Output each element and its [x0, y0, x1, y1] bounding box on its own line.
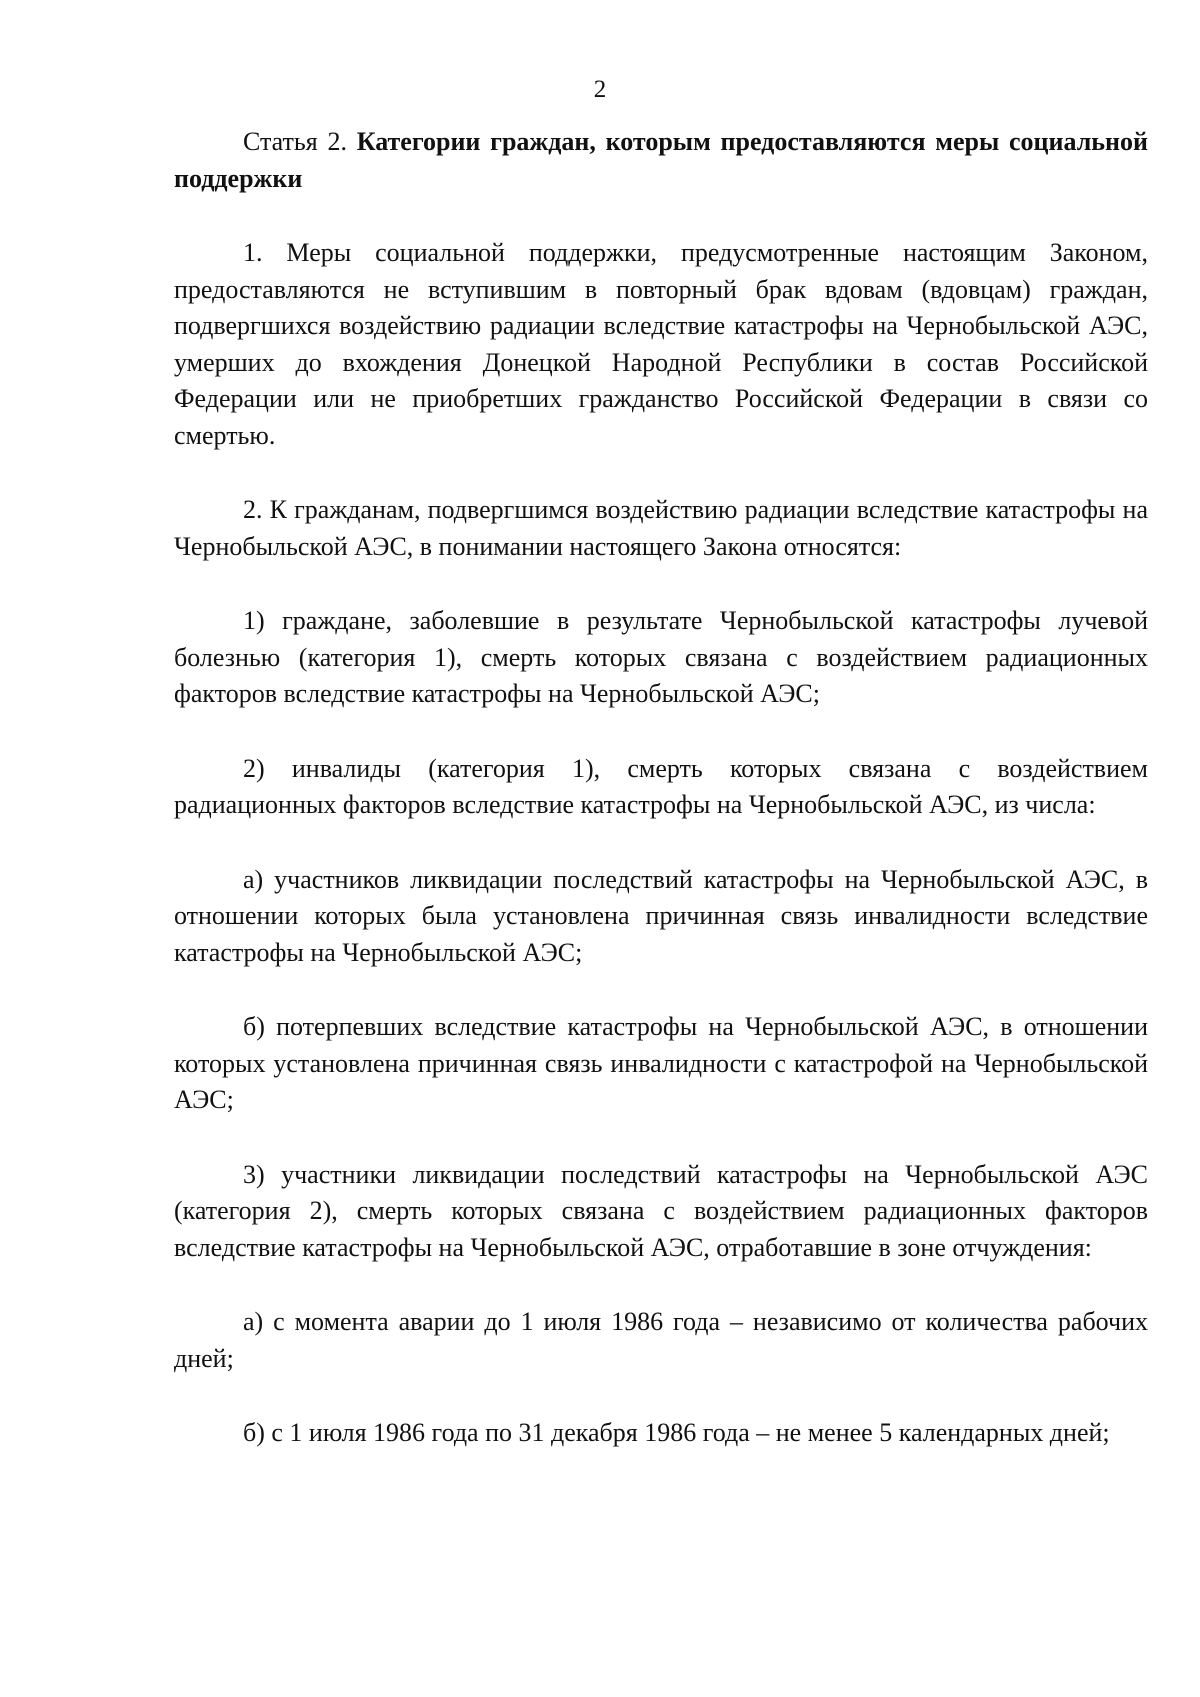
subparagraph-3: 3) участники ликвидации последствий катастрофы на Чернобыльской АЭС (категория 2), смерть которых связана с воздействием радиационных факторов вследствие катастрофы на Чернобыльской АЭС, отработавшие в зоне отчуждения: [174, 1159, 1148, 1262]
paragraph-1: 1. Меры социальной поддержки, предусмотренные настоящим Законом, предоставляются не вступившим в повторный брак вдовам (вдовцам) граждан, подвергшихся воздействию радиации вследствие катастрофы на Чернобыльской АЭС, умерших до вхождения Донецкой Народной Республики в состав Российской Федерации или не приобретших гражданство Российской Федерации в связи со смертью. [174, 238, 1148, 450]
subparagraph-1: 1) граждане, заболевшие в результате Чернобыльской катастрофы лучевой болезнью (категория 1), смерть которых связана с воздействием радиационных факторов вследствие катастрофы на Чернобыльской АЭС; [174, 606, 1148, 708]
article-heading [174, 124, 1148, 197]
article-title: Категории граждан, которым предоставляются меры социальной поддержки [174, 127, 1149, 193]
subparagraph-3-b: б) с 1 июля 1986 года по 31 декабря 1986 года – не менее 5 календарных дней; [243, 1418, 1110, 1447]
subparagraph-2-b: б) потерпевших вследствие катастрофы на Чернобыльской АЭС, в отношении которых установлена причинная связь инвалидности с катастрофой на Чернобыльской АЭС; [174, 1012, 1148, 1114]
subparagraph-2: 2) инвалиды (категория 1), смерть которых связана с воздействием радиационных факторов вследствие катастрофы на Чернобыльской АЭС, из числа: [174, 753, 1148, 819]
subparagraph-2-a: а) участников ликвидации последствий катастрофы на Чернобыльской АЭС, в отношении которых была установлена причинная связь инвалидности вследствие катастрофы на Чернобыльской АЭС; [174, 864, 1148, 967]
subparagraph-3-a: а) с момента аварии до 1 июля 1986 года – независимо от количества рабочих дней; [174, 1307, 1148, 1373]
article-label: Статья 2. [243, 127, 347, 156]
paragraph-2: 2. К гражданам, подвергшимся воздействию радиации вследствие катастрофы на Чернобыльской АЭС, в понимании настоящего Закона относятся: [174, 495, 1148, 561]
page-number: 2 [593, 76, 607, 103]
document-body [174, 124, 1148, 1490]
